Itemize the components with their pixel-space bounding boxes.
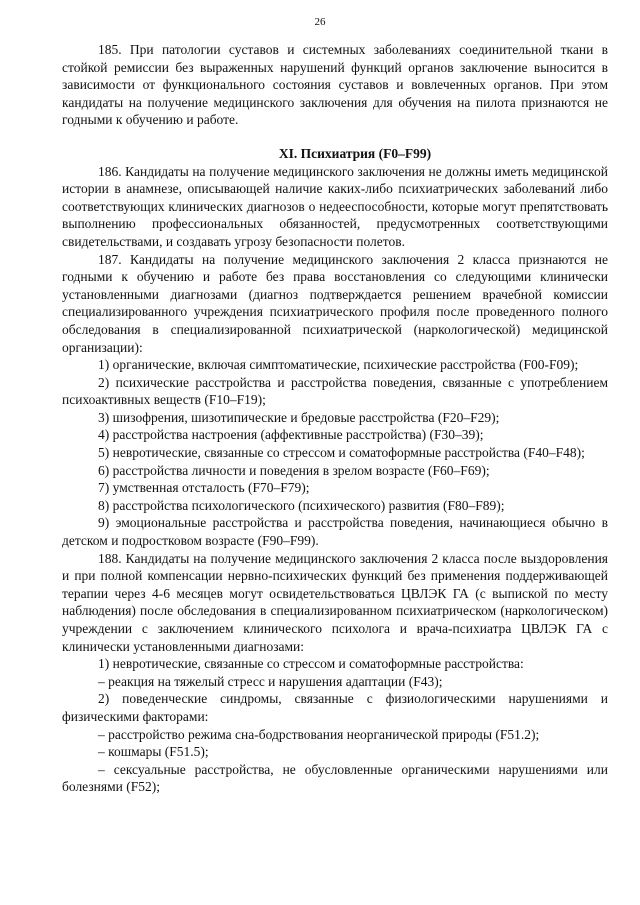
list-item: 7) умственная отсталость (F70–F79); (98, 480, 310, 496)
list-item: 4) расстройства настроения (аффективные расстройства) (F30–39); (98, 427, 484, 443)
list-subitem: – сексуальные расстройства, не обусловленные органическими нарушениями или болезнями (F52); (62, 761, 608, 795)
list-item: 6) расстройства личности и поведения в зрелом возрасте (F60–F69); (98, 462, 490, 478)
list-item: 5) невротические, связанные со стрессом и соматоформные расстройства (F40–F48); (98, 445, 585, 461)
list-item: 1) невротические, связанные со стрессом и соматоформные расстройства: (98, 656, 524, 672)
list-subitem: – расстройство режима сна-бодрствования неорганической природы (F51.2); (98, 726, 540, 742)
list-item: 1) органические, включая симптоматические, психические расстройства (F00-F09); (98, 357, 579, 373)
list-item: 8) расстройства психологического (психического) развития (F80–F89); (98, 497, 505, 513)
list-subitem: – кошмары (F51.5); (98, 744, 209, 760)
paragraph-188: 188. Кандидаты на получение медицинского заключения 2 класса после выздоровления и при полной компенсации нервно-психических функций без применения поддерживающей терапии через 4-6 месяцев могут освидетельствоваться ЦВЛЭК ГА (с выпиской по месту наблюдения) после обследования в специализированном психиатрическом (наркологическом) учреждении с заключением клинического психолога и врача-психиатра ЦВЛЭК ГА с клинически установленными диагнозами: (62, 550, 608, 654)
page-number: 26 (314, 16, 326, 28)
paragraph-185: 185. При патологии суставов и системных заболеваниях соединительной ткани в стойкой ремиссии без выраженных нарушений функций органов заключение выносится в зависимости от функционального состояния суставов и вовлеченных органов. При этом кандидаты на получение медицинского заключения для обучения на пилота признаются не годными к обучению и работе. (62, 42, 608, 128)
list-item: 9) эмоциональные расстройства и расстройства поведения, начинающиеся обычно в детском и подростковом возрасте (F90–F99). (62, 515, 608, 549)
list-item: 2) поведенческие синдромы, связанные с физиологическими нарушениями и физическими факторами: (62, 691, 608, 724)
paragraph-187: 187. Кандидаты на получение медицинского заключения 2 класса признаются не годными к обучению и работе без права восстановления со следующими клинически установленными диагнозами (диагноз подтверждается решением врачебной комиссии специализированного учреждения психиатрического профиля после проведенного полного обследования в специализированной психиатрической (наркологической) медицинской организации): (62, 251, 608, 355)
paragraph-186: 186. Кандидаты на получение медицинского заключения не должны иметь медицинской истории в анамнезе, описывающей наличие каких-либо психиатрических заболеваний либо соответствующих клинических диагнозов о недееспособности, которые могут препятствовать выполнению профессиональных обязанностей, предусмотренных соответствующими свидетельствами, и создавать угрозу безопасности полетов. (62, 163, 608, 249)
list-subitem: – реакция на тяжелый стресс и нарушения адаптации (F43); (98, 673, 443, 689)
list-item: 2) психические расстройства и расстройства поведения, связанные с употреблением психоактивных веществ (F10–F19); (62, 374, 608, 408)
section-heading: XI. Психиатрия (F0–F99) (278, 145, 432, 161)
document-body (62, 41, 608, 796)
list-item: 3) шизофрения, шизотипические и бредовые расстройства (F20–F29); (98, 409, 500, 425)
